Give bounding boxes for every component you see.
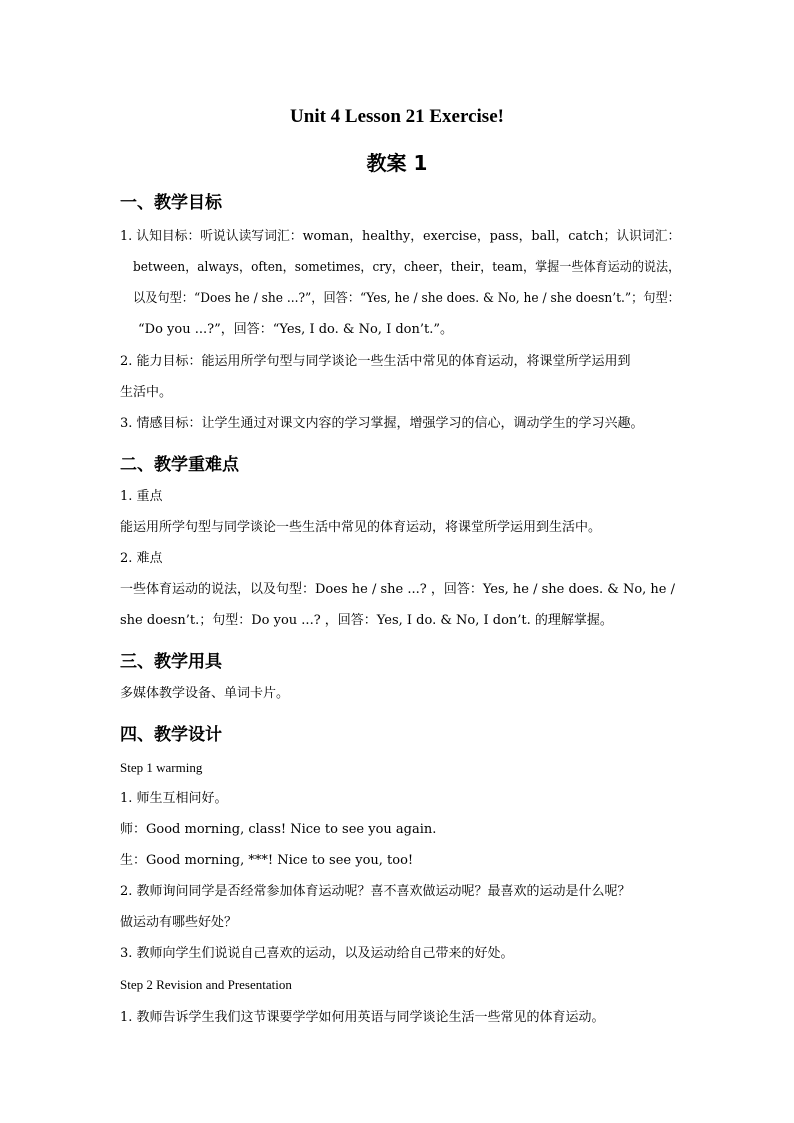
paragraph-line: 1. 师生互相问好。 xyxy=(120,791,228,806)
paragraph-line: 3. 教师向学生们说说自己喜欢的运动，以及运动给自己带来的好处。 xyxy=(120,946,514,961)
document-title: Unit 4 Lesson 21 Exercise! xyxy=(290,106,504,127)
paragraph-line: 2. 能力目标：能运用所学句型与同学谈论一些生活中常见的体育运动，将课堂所学运用到 xyxy=(120,354,631,369)
paragraph-line: 一些体育运动的说法，以及句型：Does he / she ...? ，回答：Yes, he / she does. & No, he / xyxy=(120,582,676,597)
paragraph-line: 1. 重点 xyxy=(120,489,163,504)
document-subtitle: 教案 1 xyxy=(366,151,428,175)
section-heading-key-points: 二、教学重难点 xyxy=(120,455,239,475)
paragraph-line: 1. 教师告诉学生我们这节课要学学如何用英语与同学谈论生活一些常见的体育运动。 xyxy=(120,1010,605,1025)
section-heading-teaching-aids: 三、教学用具 xyxy=(120,652,222,672)
step-heading: Step 1 warming xyxy=(120,760,203,775)
paragraph-line: she doesn’t.；句型：Do you ...? ，回答：Yes, I do. & No, I don’t. 的理解掌握。 xyxy=(120,613,613,628)
paragraph-line: between，always，often，sometimes，cry，cheer，their，team，掌握一些体育运动的说法， xyxy=(133,260,681,275)
paragraph-line: 生活中。 xyxy=(120,385,173,400)
paragraph-line: 以及句型：“Does he / she ...?”，回答：“Yes, he / she does. & No, he / she doesn’t.”；句型： xyxy=(133,291,680,306)
section-heading-teaching-design: 四、教学设计 xyxy=(120,725,222,745)
paragraph-line: 师：Good morning, class! Nice to see you again. xyxy=(120,822,437,837)
paragraph-line: 做运动有哪些好处？ xyxy=(120,915,238,930)
paragraph-line: 多媒体教学设备、单词卡片。 xyxy=(120,686,290,701)
step-heading: Step 2 Revision and Presentation xyxy=(120,977,292,992)
paragraph-line: 2. 教师询问同学是否经常参加体育运动呢？喜不喜欢做运动呢？最喜欢的运动是什么呢？ xyxy=(120,884,631,899)
paragraph-line: 2. 难点 xyxy=(120,551,163,566)
paragraph-line: 3. 情感目标：让学生通过对课文内容的学习掌握，增强学习的信心，调动学生的学习兴趣。 xyxy=(120,416,644,431)
paragraph-line: “Do you ...?”，回答：“Yes, I do. & No, I don’t.”。 xyxy=(138,322,453,337)
paragraph-line: 生：Good morning, ***! Nice to see you, too! xyxy=(120,853,414,868)
paragraph-line: 能运用所学句型与同学谈论一些生活中常见的体育运动，将课堂所学运用到生活中。 xyxy=(120,520,602,535)
section-heading-objectives: 一、教学目标 xyxy=(120,193,222,213)
paragraph-line: 1. 认知目标：听说认读写词汇：woman，healthy，exercise，pass，ball，catch；认识词汇： xyxy=(120,229,681,244)
